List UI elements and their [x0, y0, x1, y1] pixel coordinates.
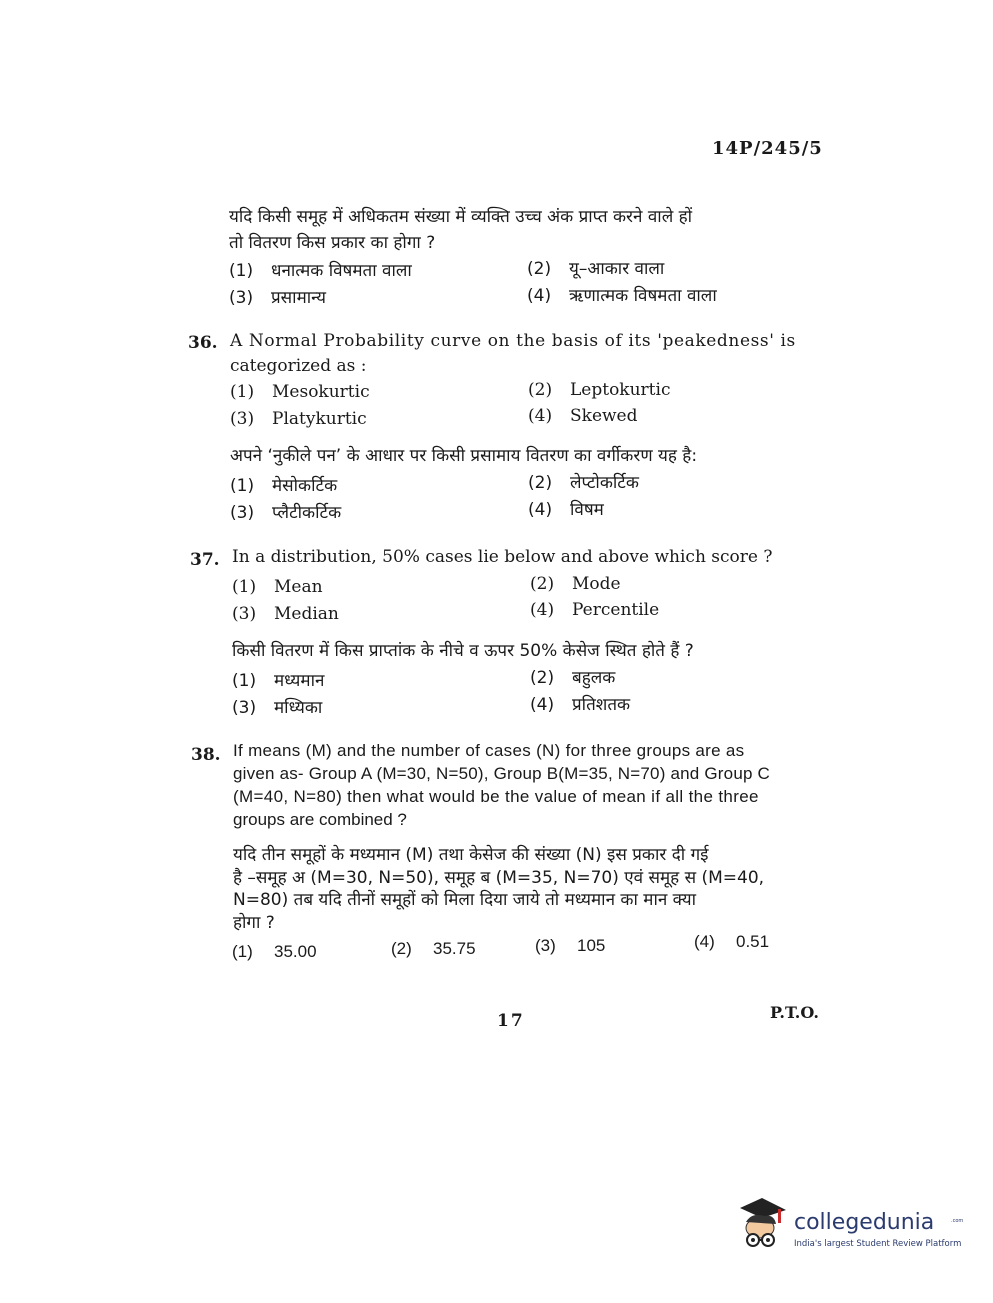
- q37-hi-option-1: (1) मध्यमान: [232, 671, 325, 691]
- q35-option-1: (1) धनात्मक विषमता वाला: [229, 261, 412, 281]
- q37-hi-option-3: (3) मध्यिका: [232, 698, 323, 718]
- q38-stem-line2: given as- Group A (M=30, N=50), Group B(M=35, N=70) and Group C: [233, 764, 771, 783]
- q36-hi-stem: अपने ‘नुकीले पन’ के आधार पर किसी प्रसामाय वितरण का वर्गीकरण यह है:: [230, 446, 698, 466]
- q35-option-4: (4) ऋणात्मक विषमता वाला: [527, 286, 717, 306]
- q36-stem-line1: A Normal Probability curve on the basis of its 'peakedness' is: [230, 331, 796, 351]
- q37-hi-stem: किसी वितरण में किस प्राप्तांक के नीचे व ऊपर 50% केसेज स्थित होते हैं ?: [232, 641, 694, 661]
- q37-option-1: (1) Mean: [232, 577, 323, 597]
- logo-tagline: India's largest Student Review Platform: [794, 1239, 962, 1249]
- q38-hi-line1: यदि तीन समूहों के मध्यमान (M) तथा केसेज की संख्या (N) इस प्रकार दी गई: [233, 845, 709, 865]
- q35-hi-stem-line2: तो वितरण किस प्रकार का होगा ?: [229, 233, 436, 253]
- q36-stem-line2: categorized as :: [230, 356, 367, 376]
- q37-number: 37.: [190, 550, 220, 570]
- q37-option-4: (4) Percentile: [530, 600, 660, 620]
- q35-hi-stem-line1: यदि किसी समूह में अधिकतम संख्या में व्यक्ति उच्च अंक प्राप्त करने वाले हों: [229, 207, 693, 227]
- q36-option-1: (1) Mesokurtic: [230, 382, 370, 402]
- q38-number: 38.: [191, 745, 221, 765]
- q38-hi-line2: है –समूह अ (M=30, N=50), समूह ब (M=35, N=70) एवं समूह स (M=40,: [233, 868, 765, 888]
- pto-label: P.T.O.: [770, 1003, 819, 1022]
- q36-option-2: (2) Leptokurtic: [528, 380, 671, 400]
- q36-hi-option-3: (3) प्लैटीकर्टिक: [230, 503, 342, 523]
- q36-hi-option-2: (2) लेप्टोकर्टिक: [528, 473, 639, 493]
- q35-option-3: (3) प्रसामान्य: [229, 288, 327, 308]
- q36-hi-option-4: (4) विषम: [528, 500, 604, 520]
- q38-stem-line3: (M=40, N=80) then what would be the value of mean if all the three: [233, 787, 759, 806]
- q38-option-2: (2) 35.75: [391, 939, 476, 958]
- q37-option-2: (2) Mode: [530, 574, 621, 594]
- q36-hi-option-1: (1) मेसोकर्टिक: [230, 476, 338, 496]
- q36-option-3: (3) Platykurtic: [230, 409, 367, 429]
- q38-stem-line1: If means (M) and the number of cases (N) for three groups are as: [233, 741, 745, 760]
- paper-code: 14P/245/5: [712, 138, 823, 159]
- q38-hi-line3: N=80) तब यदि तीनों समूहों को मिला दिया जाये तो मध्यमान का मान क्या: [233, 890, 697, 910]
- page-number: 17: [497, 1011, 525, 1031]
- logo-wordmark: collegedunia: [794, 1210, 935, 1235]
- q36-number: 36.: [188, 333, 218, 353]
- logo-suffix: .com: [951, 1218, 964, 1224]
- q38-hi-line4: होगा ?: [233, 913, 275, 933]
- q38-stem-line4: groups are combined ?: [233, 810, 407, 829]
- q37-hi-option-2: (2) बहुलक: [530, 668, 616, 688]
- q37-option-3: (3) Median: [232, 604, 339, 624]
- q35-option-2: (2) यू–आकार वाला: [527, 259, 665, 279]
- q37-stem: In a distribution, 50% cases lie below and above which score ?: [232, 547, 773, 567]
- q38-option-3: (3) 105: [535, 936, 606, 955]
- q36-option-4: (4) Skewed: [528, 406, 638, 426]
- q38-option-1: (1) 35.00: [232, 942, 317, 961]
- collegedunia-logo: [738, 1196, 963, 1256]
- q38-option-4: (4) 0.51: [694, 932, 770, 951]
- mascot-icon: [738, 1196, 792, 1256]
- q37-hi-option-4: (4) प्रतिशतक: [530, 695, 631, 715]
